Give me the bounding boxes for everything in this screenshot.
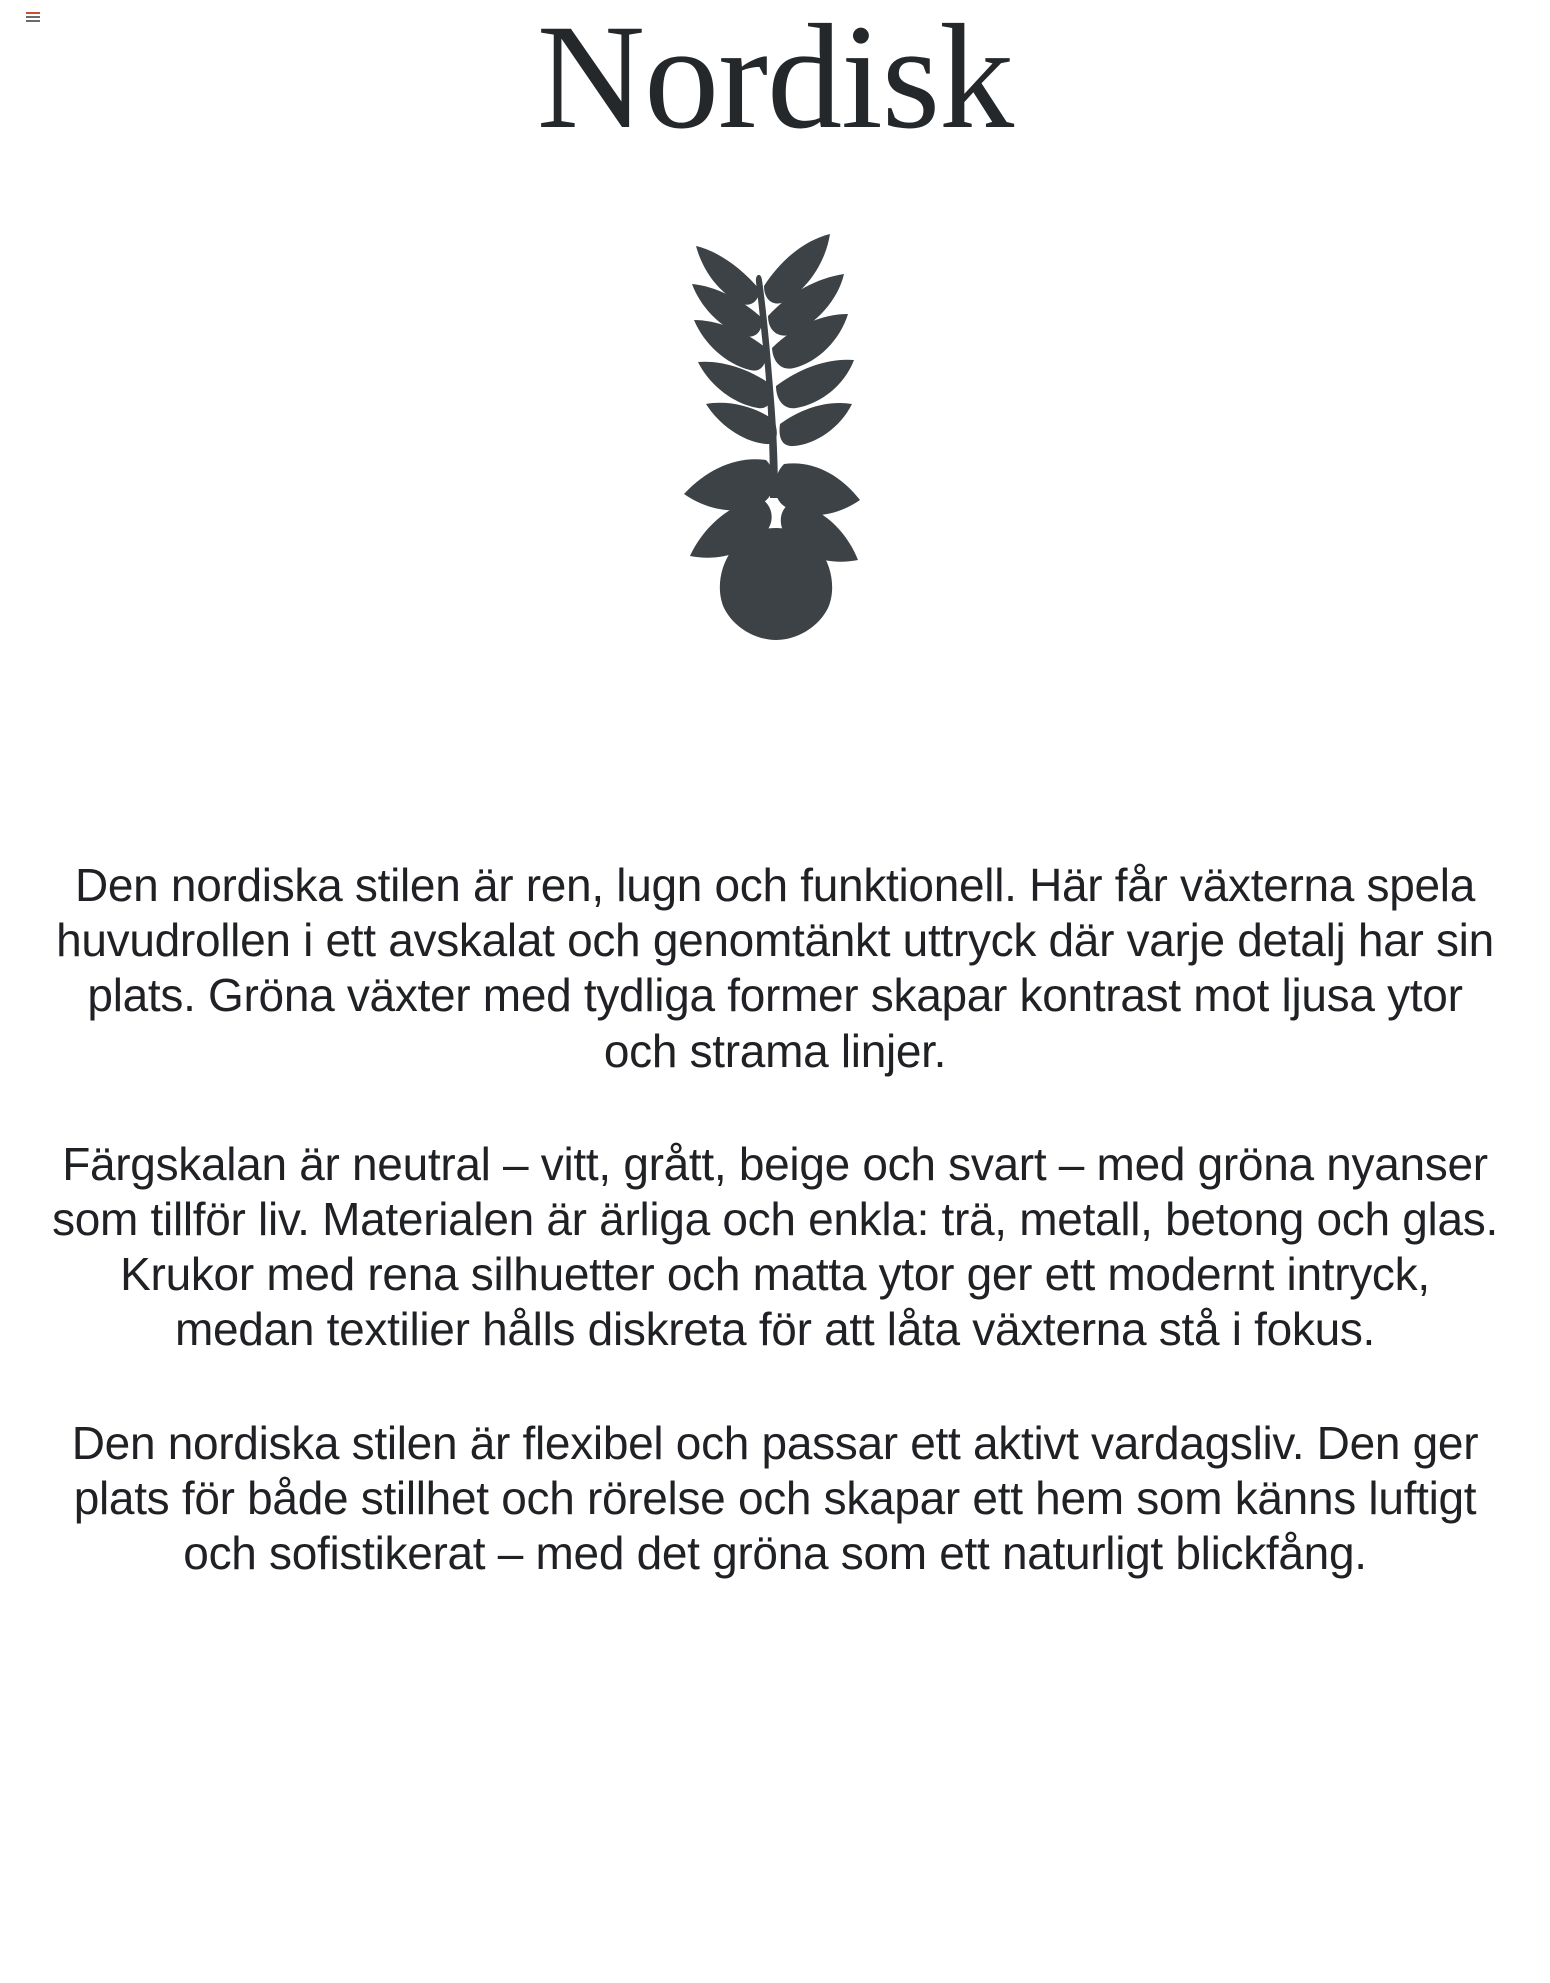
potted-plant-leaves-illustration-icon [610,198,940,648]
corner-mark-line-3 [26,20,40,22]
paragraph-1: Den nordiska stilen är ren, lugn och funktionell. Här får växterna spela huvudrollen i ett avskalat och genomtänkt uttryck där varje detalj har sin plats. Gröna växter med tydliga former skapar kontrast mot ljusa ytor och strama linjer. [56,859,1494,1077]
body-copy [25,858,1525,1581]
capture-corner-mark [26,12,40,22]
paragraph-2: Färgskalan är neutral – vitt, grått, beige och svart – med gröna nyanser som tillför liv. Materialen är ärliga och enkla: trä, metall, betong och glas. Krukor med rena silhuetter och matta ytor ger ett modernt intryck, medan textilier hålls diskreta för att låta växterna stå i fokus. [52,1137,1498,1356]
paragraph-3: Den nordiska stilen är flexibel och passar ett aktivt vardagsliv. Den ger plats för både stillhet och rörelse och skapar ett hem som känns luftigt och sofistikerat – med det gröna som ett naturligt blickfång. [71,1416,1479,1579]
corner-mark-line-1 [26,12,40,14]
page-title: Nordisk [536,0,1014,160]
corner-mark-line-2 [26,16,40,18]
